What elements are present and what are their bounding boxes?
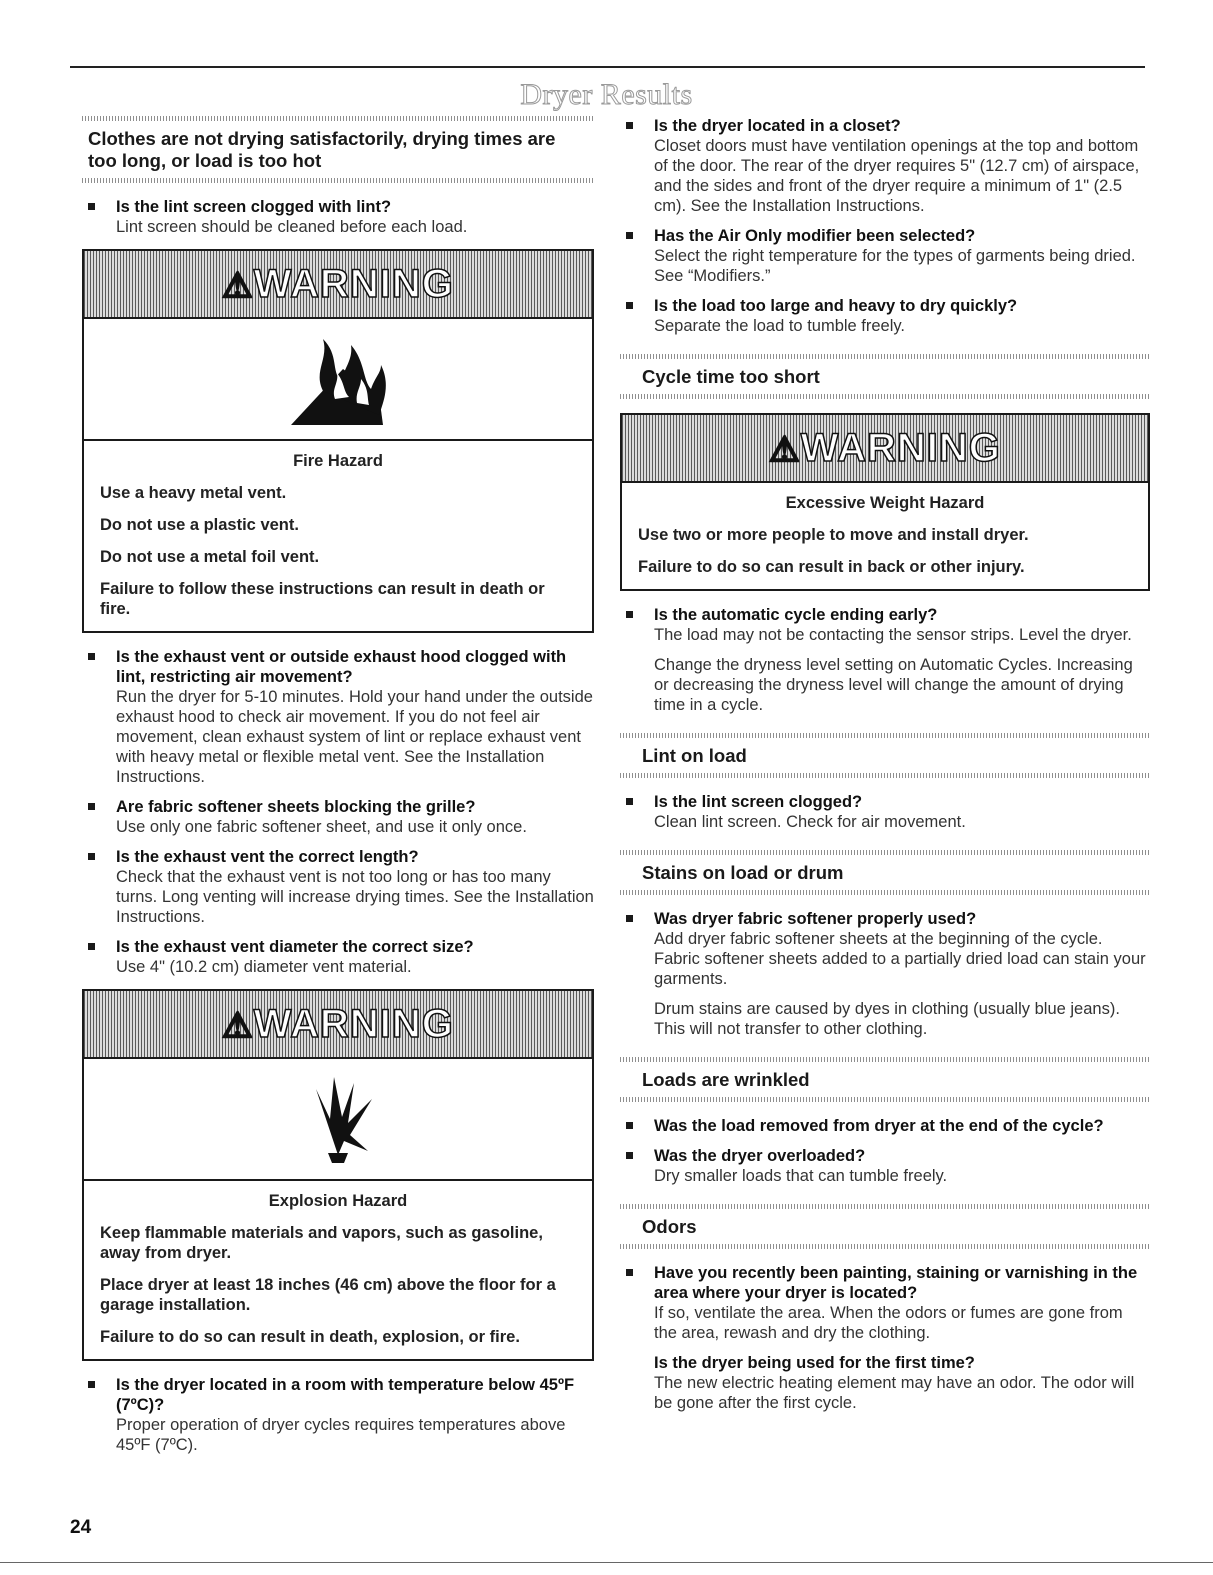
section-header-stains — [620, 850, 1150, 895]
bullet-icon — [626, 1152, 633, 1159]
item-answer: Lint screen should be cleaned before each load. — [116, 218, 468, 236]
warning-triangle-icon: ⚠ — [222, 1007, 254, 1045]
section-title: Cycle time too short — [642, 366, 820, 387]
warning-line: Failure to do so can result in back or other injury. — [638, 558, 1025, 576]
item-answer: Run the dryer for 5-10 minutes. Hold your hand under the outside exhaust hood to check air movement. If you do not feel air movement, clean exhaust system of lint or replace exhaust vent with heavy metal or flexible metal vent. See the Installation Instructions. — [116, 688, 593, 786]
item-answer: Clean lint screen. Check for air movement. — [654, 813, 966, 831]
item-answer: Drum stains are caused by dyes in clothing (usually blue jeans). This will not transfer to other clothing. — [654, 1000, 1120, 1038]
item-answer: Use only one fabric softener sheet, and use it only once. — [116, 818, 527, 836]
bullet-icon — [626, 611, 633, 618]
item-answer: The load may not be contacting the sensor strips. Level the dryer. — [654, 626, 1132, 644]
item-question: Was the dryer overloaded? — [654, 1147, 866, 1165]
hazard-title: Explosion Hazard — [268, 1192, 408, 1210]
warning-body — [84, 1181, 592, 1359]
warning-line: Failure to follow these instructions can result in death or fire. — [100, 580, 545, 618]
divider — [620, 1097, 1150, 1102]
list-item — [82, 1375, 594, 1455]
bullet-icon — [88, 203, 95, 210]
section-title: Loads are wrinkled — [642, 1069, 810, 1090]
warning-line: Use two or more people to move and install dryer. — [638, 526, 1029, 544]
item-answer: Select the right temperature for the types of garments being dried. See “Modifiers.” — [654, 247, 1136, 285]
section-header-wrinkled — [620, 1057, 1150, 1102]
warning-label: WARNING — [253, 1002, 454, 1046]
bullet-icon — [626, 232, 633, 239]
list-item — [620, 296, 1150, 336]
list-item — [620, 116, 1150, 216]
warning-box-explosion — [82, 989, 594, 1361]
list-item — [620, 605, 1150, 715]
section-header-cycle — [620, 354, 1150, 399]
list-item — [82, 937, 594, 977]
item-answer: Check that the exhaust vent is not too long or has too many turns. Long venting will increase drying times. See the Installation Instructions. — [116, 868, 594, 926]
item-question: Is the exhaust vent diameter the correct size? — [116, 938, 474, 956]
list-item — [620, 1263, 1150, 1413]
item-question: Is the dryer located in a closet? — [654, 117, 901, 135]
list-item — [620, 226, 1150, 286]
bullet-icon — [626, 915, 633, 922]
bullet-icon — [626, 1269, 633, 1276]
item-question: Have you recently been painting, staining or varnishing in the area where your dryer is located? — [654, 1264, 1138, 1302]
warning-line: Do not use a plastic vent. — [100, 516, 299, 534]
item-question: Is the exhaust vent the correct length? — [116, 848, 419, 866]
section-title: Stains on load or drum — [642, 862, 844, 883]
item-answer: If so, ventilate the area. When the odors or fumes are gone from the area, rewash and dry the clothing. — [654, 1304, 1123, 1342]
bullet-icon — [626, 302, 633, 309]
bullet-icon — [88, 653, 95, 660]
divider — [620, 394, 1150, 399]
item-question: Was dryer fabric softener properly used? — [654, 910, 977, 928]
warning-label: WARNING — [800, 426, 1001, 470]
section-title: Odors — [642, 1216, 697, 1237]
top-rule — [70, 66, 1145, 68]
item-answer: Add dryer fabric softener sheets at the beginning of the cycle. Fabric softener sheets added to a partially dried load can stain your garments. — [654, 930, 1146, 988]
bottom-rule — [0, 1562, 1213, 1563]
warning-line: Place dryer at least 18 inches (46 cm) above the floor for a garage installation. — [100, 1276, 556, 1314]
warning-body — [84, 441, 592, 631]
item-answer: Dry smaller loads that can tumble freely. — [654, 1167, 948, 1185]
item-answer: Change the dryness level setting on Automatic Cycles. Increasing or decreasing the dryness level will change the amount of drying time in a cycle. — [654, 656, 1133, 714]
bullet-icon — [626, 122, 633, 129]
warning-box-weight — [620, 413, 1150, 591]
warning-triangle-icon: ⚠ — [769, 431, 801, 469]
warning-line: Keep flammable materials and vapors, such as gasoline, away from dryer. — [100, 1224, 543, 1262]
warning-banner — [622, 415, 1148, 483]
fire-icon — [84, 319, 592, 441]
section-title: Clothes are not drying satisfactorily, drying times are too long, or load is too hot — [88, 128, 556, 171]
warning-label: WARNING — [253, 262, 454, 306]
section-header-drying — [82, 116, 594, 183]
right-column — [620, 116, 1150, 1423]
page-title: Dryer Results — [520, 78, 693, 111]
warning-line: Do not use a metal foil vent. — [100, 548, 320, 566]
warning-box-fire — [82, 249, 594, 633]
item-question: Is the lint screen clogged? — [654, 793, 863, 811]
warning-triangle-icon: ⚠ — [222, 267, 254, 305]
hazard-title: Excessive Weight Hazard — [785, 494, 985, 512]
warning-body — [622, 483, 1148, 589]
bullet-icon — [88, 1381, 95, 1388]
list-item — [82, 797, 594, 837]
list-item — [620, 1146, 1150, 1186]
warning-banner — [84, 251, 592, 319]
explosion-icon — [84, 1059, 592, 1181]
item-question: Is the automatic cycle ending early? — [654, 606, 938, 624]
list-item — [82, 647, 594, 787]
section-title: Lint on load — [642, 745, 747, 766]
item-answer: Closet doors must have ventilation openings at the top and bottom of the door. The rear of the dryer requires 5" (12.7 cm) of airspace, and the sides and front of the dryer require a minimum of 1" (2.5 cm). See the Installation Instructions. — [654, 137, 1140, 215]
bullet-icon — [88, 943, 95, 950]
list-item — [82, 847, 594, 927]
section-header-lint — [620, 733, 1150, 778]
hazard-title: Fire Hazard — [293, 452, 383, 470]
divider — [620, 890, 1150, 895]
item-question: Is the lint screen clogged with lint? — [116, 198, 392, 216]
divider — [82, 178, 594, 183]
item-question: Has the Air Only modifier been selected? — [654, 227, 976, 245]
left-column — [82, 116, 594, 1465]
divider — [620, 1244, 1150, 1249]
list-item — [82, 197, 594, 237]
item-answer: Separate the load to tumble freely. — [654, 317, 906, 335]
item-answer: Proper operation of dryer cycles requires temperatures above 45ºF (7ºC). — [116, 1416, 566, 1454]
warning-line: Failure to do so can result in death, explosion, or fire. — [100, 1328, 520, 1346]
warning-line: Use a heavy metal vent. — [100, 484, 287, 502]
page-number: 24 — [70, 1517, 92, 1538]
item-question: Is the exhaust vent or outside exhaust hood clogged with lint, restricting air movement? — [116, 648, 567, 686]
bullet-icon — [88, 803, 95, 810]
item-question: Is the dryer being used for the first time? — [654, 1354, 975, 1372]
item-answer: The new electric heating element may have an odor. The odor will be gone after the first cycle. — [654, 1374, 1135, 1412]
list-item — [620, 1116, 1150, 1136]
item-question: Is the dryer located in a room with temperature below 45ºF (7ºC)? — [116, 1376, 575, 1414]
section-header-odors — [620, 1204, 1150, 1249]
list-item — [620, 909, 1150, 1039]
divider — [620, 773, 1150, 778]
item-question: Are fabric softener sheets blocking the grille? — [116, 798, 476, 816]
item-question: Was the load removed from dryer at the end of the cycle? — [654, 1117, 1104, 1135]
bullet-icon — [626, 798, 633, 805]
bullet-icon — [626, 1122, 633, 1129]
warning-banner — [84, 991, 592, 1059]
bullet-icon — [88, 853, 95, 860]
list-item — [620, 792, 1150, 832]
item-answer: Use 4" (10.2 cm) diameter vent material. — [116, 958, 412, 976]
item-question: Is the load too large and heavy to dry quickly? — [654, 297, 1018, 315]
